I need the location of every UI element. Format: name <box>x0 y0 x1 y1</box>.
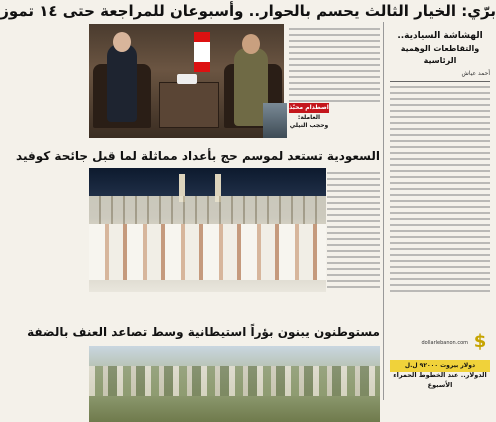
pilgrims-crowd <box>89 224 326 280</box>
settlement-aerial-photo <box>89 346 380 422</box>
hajj-headline: السعودية تستعد لموسم حج بأعداد مماثلة لما قبل جائحة كوفيد <box>16 149 380 163</box>
houses-cluster <box>89 366 380 396</box>
meeting-photo <box>89 24 284 138</box>
person-uniform-head <box>242 34 260 54</box>
hajj-article <box>327 168 380 292</box>
column-title: الهشاشة السيادية.. <box>397 31 483 41</box>
telephone-icon <box>177 74 197 84</box>
red-section-subtitle: العاملة: وحجب النيلي <box>289 114 329 129</box>
settlers-headline: مستوطنون يبنون بؤراً استيطانية وسط تصاعد العنف بالضفة <box>27 325 380 339</box>
dollar-price-strip: دولار بيروت ٩٢٠٠٠ ل.ل <box>390 360 490 372</box>
right-column <box>383 22 496 400</box>
dollar-site-url[interactable]: dollarlebanon.com <box>421 340 468 346</box>
person-suit-head <box>113 32 131 52</box>
mosque-arcade <box>89 196 326 226</box>
column-rule <box>390 81 490 82</box>
lebanon-flag-icon <box>194 32 210 72</box>
dollar-box <box>390 330 490 356</box>
main-area <box>16 22 384 400</box>
hajj-photo <box>89 168 326 292</box>
person-suit <box>107 44 137 122</box>
side-table <box>159 82 219 128</box>
red-section-tag: اصطدام محبّذ <box>289 104 329 111</box>
column-author: أحمد عياش <box>461 70 490 77</box>
column-subtitle: والتقاطعات الوهمية الرئاسية <box>400 44 480 65</box>
small-photo <box>263 103 287 138</box>
column-body <box>390 86 490 292</box>
dollar-sign-icon: $ <box>473 331 487 352</box>
top-headline: برّي: الخيار الثالث يحسم بالحوار.. وأسبوعان للمراجعة حتى ١٤ تموز <box>0 2 496 20</box>
dollar-headline: الدولار.. عند الخطوط الحمراء الأسبوع <box>393 371 487 389</box>
